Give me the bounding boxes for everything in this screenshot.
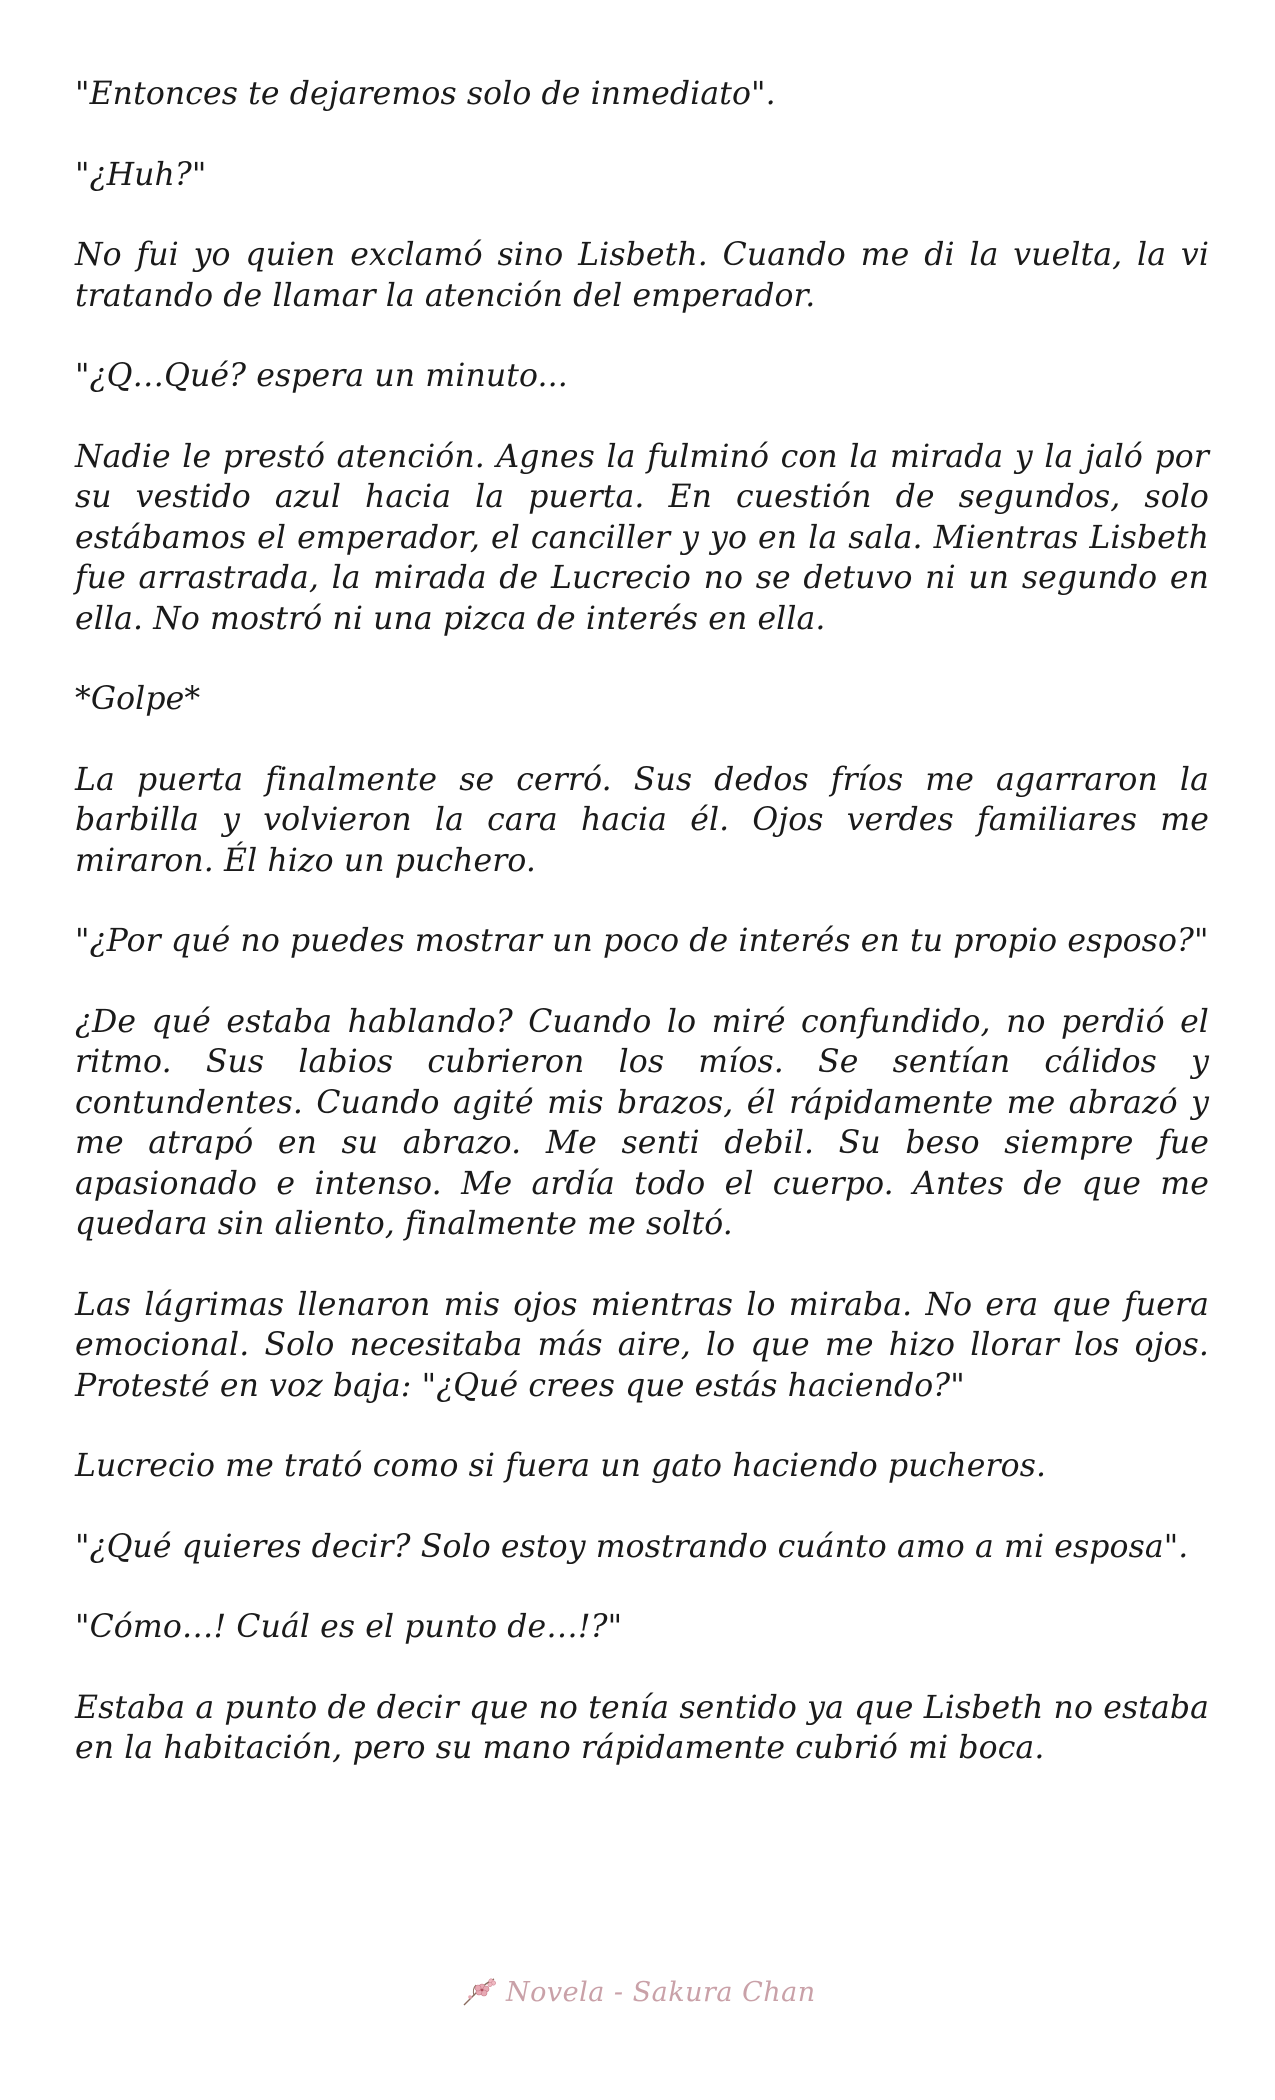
paragraph: "Cómo…! Cuál es el punto de…!?"	[75, 1609, 623, 1645]
paragraph: ¿De qué estaba hablando? Cuando lo miré confundido, no perdió el ritmo. Sus labios cubrieron los míos. Se sentían cálidos y contundentes. Cuando agité mis brazos, él rápidamente me abrazó y me atrapó en su abrazo. Me senti debil. Su beso siempre fue apasionado e intenso. Me ardía todo el cuerpo. Antes de que me quedara sin aliento, finalmente me soltó.	[75, 1003, 1209, 1242]
paragraph: La puerta finalmente se cerró. Sus dedos fríos me agarraron la barbilla y volvieron la cara hacia él. Ojos verdes familiares me miraron. Él hizo un puchero.	[75, 761, 1209, 879]
paragraph: "¿Por qué no puedes mostrar un poco de interés en tu propio esposo?"	[75, 923, 1209, 959]
paragraph: Estaba a punto de decir que no tenía sentido ya que Lisbeth no estaba en la habitación, pero su mano rápidamente cubrió mi boca.	[75, 1689, 1209, 1766]
sakura-blossom-icon	[460, 1975, 498, 2009]
paragraph: Lucrecio me trató como si fuera un gato haciendo pucheros.	[75, 1448, 1047, 1484]
paragraph: "¿Qué quieres decir? Solo estoy mostrando cuánto amo a mi esposa".	[75, 1528, 1189, 1565]
paragraph: Nadie le prestó atención. Agnes la fulminó con la mirada y la jaló por su vestido azul hacia la puerta. En cuestión de segundos, solo estábamos el emperador, el canciller y yo en la sala. Mientras Lisbeth fue arrastrada, la mirada de Lucrecio no se detuvo ni un segundo en ella. No mostró ni una pizca de interés en ella.	[75, 438, 1209, 637]
paragraph: "¿Q…Qué? espera un minuto...	[75, 358, 568, 394]
paragraph: No fui yo quien exclamó sino Lisbeth. Cuando me di la vuelta, la vi tratando de llamar la atención del emperador.	[75, 237, 1209, 314]
paragraph: "¿Huh?"	[75, 156, 207, 193]
text-body	[75, 74, 1209, 1809]
paragraph: *Golpe*	[75, 681, 201, 717]
paragraph: Las lágrimas llenaron mis ojos mientras lo miraba. No era que fuera emocional. Solo necesitaba más aire, lo que me hizo llorar los ojos. Protesté en voz baja: "¿Qué crees que estás haciendo?"	[75, 1286, 1209, 1404]
watermark	[460, 1972, 816, 2012]
paragraph: "Entonces te dejaremos solo de inmediato".	[75, 76, 776, 112]
watermark-text: Novela - Sakura Chan	[506, 1976, 816, 2008]
